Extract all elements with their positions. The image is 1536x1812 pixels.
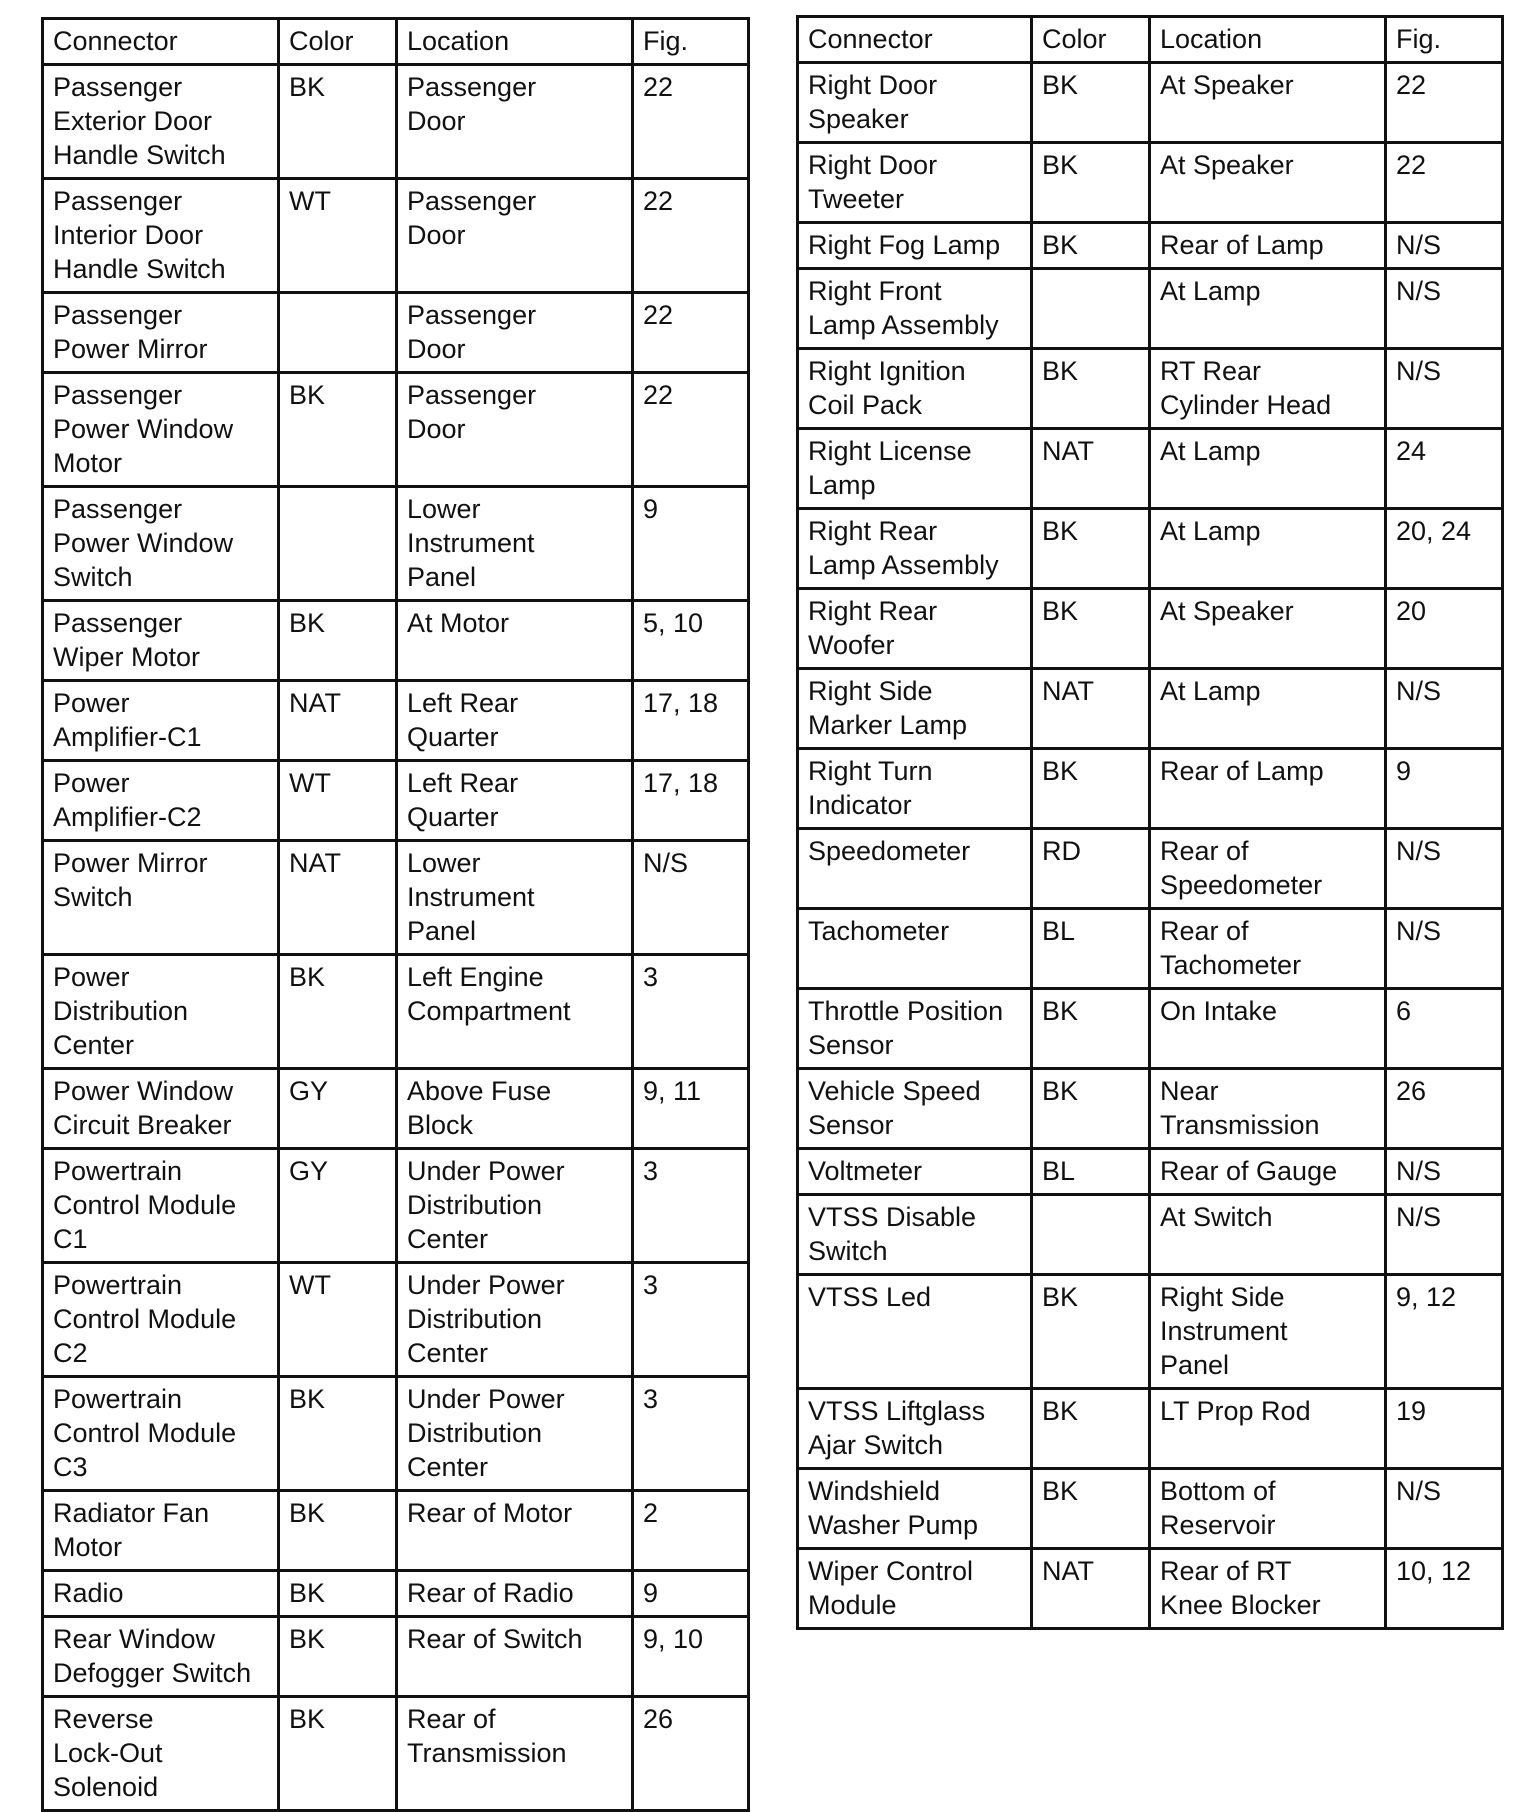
table-row xyxy=(798,1469,1503,1549)
cell-fig: 3 xyxy=(633,1377,749,1491)
cell-fig: 22 xyxy=(1386,63,1503,143)
cell-fig: 17, 18 xyxy=(633,761,749,841)
cell-connector: Powertrain Control Module C1 xyxy=(43,1149,279,1263)
cell-connector: Powertrain Control Module C3 xyxy=(43,1377,279,1491)
header-color: Color xyxy=(1032,17,1150,63)
table-body-right xyxy=(798,63,1503,1629)
cell-fig: N/S xyxy=(1386,223,1503,269)
cell-fig: 22 xyxy=(633,293,749,373)
table-row xyxy=(798,1275,1503,1389)
cell-fig: 20 xyxy=(1386,589,1503,669)
cell-location: Near Transmission xyxy=(1150,1069,1386,1149)
cell-color: NAT xyxy=(279,841,397,955)
cell-color: BK xyxy=(1032,989,1150,1069)
cell-connector: Passenger Power Window Switch xyxy=(43,487,279,601)
cell-connector: Right Ignition Coil Pack xyxy=(798,349,1032,429)
table-row xyxy=(798,1149,1503,1195)
cell-connector: Power Window Circuit Breaker xyxy=(43,1069,279,1149)
cell-color: NAT xyxy=(279,681,397,761)
cell-location: On Intake xyxy=(1150,989,1386,1069)
table-row xyxy=(798,143,1503,223)
cell-color: BK xyxy=(1032,223,1150,269)
table-row xyxy=(43,373,749,487)
cell-location: Rear of Radio xyxy=(397,1571,633,1617)
cell-fig: 3 xyxy=(633,1263,749,1377)
table-row xyxy=(43,1377,749,1491)
cell-fig: 22 xyxy=(633,373,749,487)
cell-color xyxy=(1032,1195,1150,1275)
cell-color: WT xyxy=(279,761,397,841)
cell-location: Lower Instrument Panel xyxy=(397,487,633,601)
cell-location: Rear of Gauge xyxy=(1150,1149,1386,1195)
table-row xyxy=(798,829,1503,909)
cell-color xyxy=(279,293,397,373)
table-row xyxy=(798,589,1503,669)
cell-connector: Wiper Control Module xyxy=(798,1549,1032,1629)
cell-fig: 9 xyxy=(633,487,749,601)
cell-location: Rear of Lamp xyxy=(1150,749,1386,829)
cell-fig: 5, 10 xyxy=(633,601,749,681)
cell-color: BK xyxy=(279,601,397,681)
cell-fig: N/S xyxy=(1386,909,1503,989)
cell-location: At Speaker xyxy=(1150,589,1386,669)
cell-fig: 9, 12 xyxy=(1386,1275,1503,1389)
cell-color: BK xyxy=(1032,63,1150,143)
cell-location: Under Power Distribution Center xyxy=(397,1377,633,1491)
table-row xyxy=(798,1069,1503,1149)
cell-location: At Speaker xyxy=(1150,63,1386,143)
cell-color: GY xyxy=(279,1149,397,1263)
cell-connector: Power Amplifier-C1 xyxy=(43,681,279,761)
cell-color: WT xyxy=(279,179,397,293)
cell-connector: Right Fog Lamp xyxy=(798,223,1032,269)
cell-fig: 3 xyxy=(633,1149,749,1263)
cell-location: Rear of Motor xyxy=(397,1491,633,1571)
cell-fig: N/S xyxy=(1386,269,1503,349)
cell-connector: Powertrain Control Module C2 xyxy=(43,1263,279,1377)
table-row xyxy=(798,349,1503,429)
cell-connector: Passenger Power Window Motor xyxy=(43,373,279,487)
cell-location: Passenger Door xyxy=(397,373,633,487)
cell-location: Under Power Distribution Center xyxy=(397,1263,633,1377)
cell-location: LT Prop Rod xyxy=(1150,1389,1386,1469)
table-row xyxy=(798,429,1503,509)
cell-location: Left Rear Quarter xyxy=(397,681,633,761)
cell-color: GY xyxy=(279,1069,397,1149)
cell-connector: Right Door Speaker xyxy=(798,63,1032,143)
cell-fig: 3 xyxy=(633,955,749,1069)
table-row xyxy=(798,509,1503,589)
table-row xyxy=(43,1263,749,1377)
table-row xyxy=(43,681,749,761)
header-location: Location xyxy=(397,19,633,65)
table-row xyxy=(43,1697,749,1811)
cell-fig: 10, 12 xyxy=(1386,1549,1503,1629)
table-row xyxy=(798,1549,1503,1629)
table-row xyxy=(43,841,749,955)
cell-connector: Passenger Power Mirror xyxy=(43,293,279,373)
cell-color: NAT xyxy=(1032,1549,1150,1629)
cell-fig: N/S xyxy=(1386,1195,1503,1275)
cell-color: BK xyxy=(279,955,397,1069)
table-row xyxy=(43,179,749,293)
cell-color: BK xyxy=(1032,589,1150,669)
cell-location: Under Power Distribution Center xyxy=(397,1149,633,1263)
cell-connector: Right Side Marker Lamp xyxy=(798,669,1032,749)
cell-connector: Right Turn Indicator xyxy=(798,749,1032,829)
cell-location: At Switch xyxy=(1150,1195,1386,1275)
cell-fig: N/S xyxy=(1386,669,1503,749)
cell-color: BK xyxy=(279,65,397,179)
cell-fig: N/S xyxy=(1386,1149,1503,1195)
cell-connector: Throttle Position Sensor xyxy=(798,989,1032,1069)
cell-color: BK xyxy=(1032,509,1150,589)
cell-connector: Right Rear Lamp Assembly xyxy=(798,509,1032,589)
cell-fig: 22 xyxy=(633,179,749,293)
cell-connector: Passenger Wiper Motor xyxy=(43,601,279,681)
cell-fig: 26 xyxy=(1386,1069,1503,1149)
cell-color: BK xyxy=(279,1697,397,1811)
cell-color: BL xyxy=(1032,1149,1150,1195)
header-color: Color xyxy=(279,19,397,65)
cell-color: BK xyxy=(1032,749,1150,829)
cell-connector: Windshield Washer Pump xyxy=(798,1469,1032,1549)
cell-connector: Right Rear Woofer xyxy=(798,589,1032,669)
table-row xyxy=(43,1491,749,1571)
cell-color: WT xyxy=(279,1263,397,1377)
cell-location: At Lamp xyxy=(1150,669,1386,749)
table-row xyxy=(43,65,749,179)
cell-connector: Right License Lamp xyxy=(798,429,1032,509)
cell-color: BK xyxy=(279,373,397,487)
table-row xyxy=(798,223,1503,269)
cell-color: BL xyxy=(1032,909,1150,989)
table-row xyxy=(43,955,749,1069)
cell-color: BK xyxy=(1032,1469,1150,1549)
cell-color: NAT xyxy=(1032,429,1150,509)
cell-location: At Lamp xyxy=(1150,429,1386,509)
table-row xyxy=(798,989,1503,1069)
table-row xyxy=(798,909,1503,989)
cell-color: BK xyxy=(279,1571,397,1617)
cell-fig: N/S xyxy=(1386,349,1503,429)
cell-connector: VTSS Led xyxy=(798,1275,1032,1389)
cell-connector: Power Amplifier-C2 xyxy=(43,761,279,841)
table-header-row xyxy=(798,17,1503,63)
cell-color: BK xyxy=(279,1617,397,1697)
table-row xyxy=(43,487,749,601)
cell-fig: 19 xyxy=(1386,1389,1503,1469)
cell-location: Passenger Door xyxy=(397,293,633,373)
cell-color: BK xyxy=(279,1377,397,1491)
cell-fig: 2 xyxy=(633,1491,749,1571)
connector-table-right xyxy=(796,15,1504,1630)
cell-fig: 22 xyxy=(1386,143,1503,223)
table-row xyxy=(798,749,1503,829)
cell-connector: Vehicle Speed Sensor xyxy=(798,1069,1032,1149)
table-row xyxy=(43,1149,749,1263)
cell-fig: N/S xyxy=(1386,1469,1503,1549)
cell-fig: 9, 10 xyxy=(633,1617,749,1697)
cell-fig: 20, 24 xyxy=(1386,509,1503,589)
connector-table-left xyxy=(41,17,750,1812)
cell-fig: 9 xyxy=(633,1571,749,1617)
cell-location: At Motor xyxy=(397,601,633,681)
cell-location: Left Engine Compartment xyxy=(397,955,633,1069)
cell-color: RD xyxy=(1032,829,1150,909)
table-row xyxy=(798,269,1503,349)
cell-location: Rear of Tachometer xyxy=(1150,909,1386,989)
cell-location: Above Fuse Block xyxy=(397,1069,633,1149)
cell-location: Right Side Instrument Panel xyxy=(1150,1275,1386,1389)
cell-location: Passenger Door xyxy=(397,179,633,293)
table-row xyxy=(798,63,1503,143)
cell-location: Rear of RT Knee Blocker xyxy=(1150,1549,1386,1629)
table-row xyxy=(43,1571,749,1617)
cell-color: BK xyxy=(1032,349,1150,429)
cell-color: BK xyxy=(1032,1275,1150,1389)
cell-connector: Passenger Exterior Door Handle Switch xyxy=(43,65,279,179)
cell-color xyxy=(1032,269,1150,349)
cell-color xyxy=(279,487,397,601)
cell-connector: VTSS Liftglass Ajar Switch xyxy=(798,1389,1032,1469)
table-row xyxy=(798,1389,1503,1469)
cell-connector: Rear Window Defogger Switch xyxy=(43,1617,279,1697)
cell-location: Bottom of Reservoir xyxy=(1150,1469,1386,1549)
cell-color: BK xyxy=(279,1491,397,1571)
cell-location: At Lamp xyxy=(1150,509,1386,589)
cell-location: Rear of Speedometer xyxy=(1150,829,1386,909)
cell-connector: Tachometer xyxy=(798,909,1032,989)
table-body-left xyxy=(43,65,749,1811)
header-connector: Connector xyxy=(43,19,279,65)
cell-location: Left Rear Quarter xyxy=(397,761,633,841)
cell-connector: Reverse Lock-Out Solenoid xyxy=(43,1697,279,1811)
cell-fig: N/S xyxy=(633,841,749,955)
cell-fig: 22 xyxy=(633,65,749,179)
table-row xyxy=(798,1195,1503,1275)
cell-connector: Right Front Lamp Assembly xyxy=(798,269,1032,349)
cell-color: NAT xyxy=(1032,669,1150,749)
cell-color: BK xyxy=(1032,1069,1150,1149)
cell-connector: Right Door Tweeter xyxy=(798,143,1032,223)
header-fig: Fig. xyxy=(633,19,749,65)
cell-location: RT Rear Cylinder Head xyxy=(1150,349,1386,429)
table-row xyxy=(43,293,749,373)
cell-connector: Radiator Fan Motor xyxy=(43,1491,279,1571)
cell-fig: 17, 18 xyxy=(633,681,749,761)
cell-location: Passenger Door xyxy=(397,65,633,179)
cell-fig: 9 xyxy=(1386,749,1503,829)
cell-fig: 26 xyxy=(633,1697,749,1811)
cell-color: BK xyxy=(1032,143,1150,223)
header-location: Location xyxy=(1150,17,1386,63)
table-row xyxy=(43,601,749,681)
cell-connector: Power Mirror Switch xyxy=(43,841,279,955)
cell-connector: Radio xyxy=(43,1571,279,1617)
cell-color: BK xyxy=(1032,1389,1150,1469)
cell-location: Rear of Switch xyxy=(397,1617,633,1697)
cell-connector: Power Distribution Center xyxy=(43,955,279,1069)
header-connector: Connector xyxy=(798,17,1032,63)
cell-location: At Speaker xyxy=(1150,143,1386,223)
cell-fig: 9, 11 xyxy=(633,1069,749,1149)
cell-connector: Voltmeter xyxy=(798,1149,1032,1195)
table-row xyxy=(43,1617,749,1697)
cell-connector: Passenger Interior Door Handle Switch xyxy=(43,179,279,293)
table-header-row xyxy=(43,19,749,65)
cell-fig: 6 xyxy=(1386,989,1503,1069)
table-row xyxy=(798,669,1503,749)
header-fig: Fig. xyxy=(1386,17,1503,63)
cell-fig: 24 xyxy=(1386,429,1503,509)
cell-connector: VTSS Disable Switch xyxy=(798,1195,1032,1275)
cell-connector: Speedometer xyxy=(798,829,1032,909)
cell-location: Rear of Lamp xyxy=(1150,223,1386,269)
table-row xyxy=(43,1069,749,1149)
cell-location: At Lamp xyxy=(1150,269,1386,349)
table-row xyxy=(43,761,749,841)
cell-location: Lower Instrument Panel xyxy=(397,841,633,955)
cell-location: Rear of Transmission xyxy=(397,1697,633,1811)
cell-fig: N/S xyxy=(1386,829,1503,909)
